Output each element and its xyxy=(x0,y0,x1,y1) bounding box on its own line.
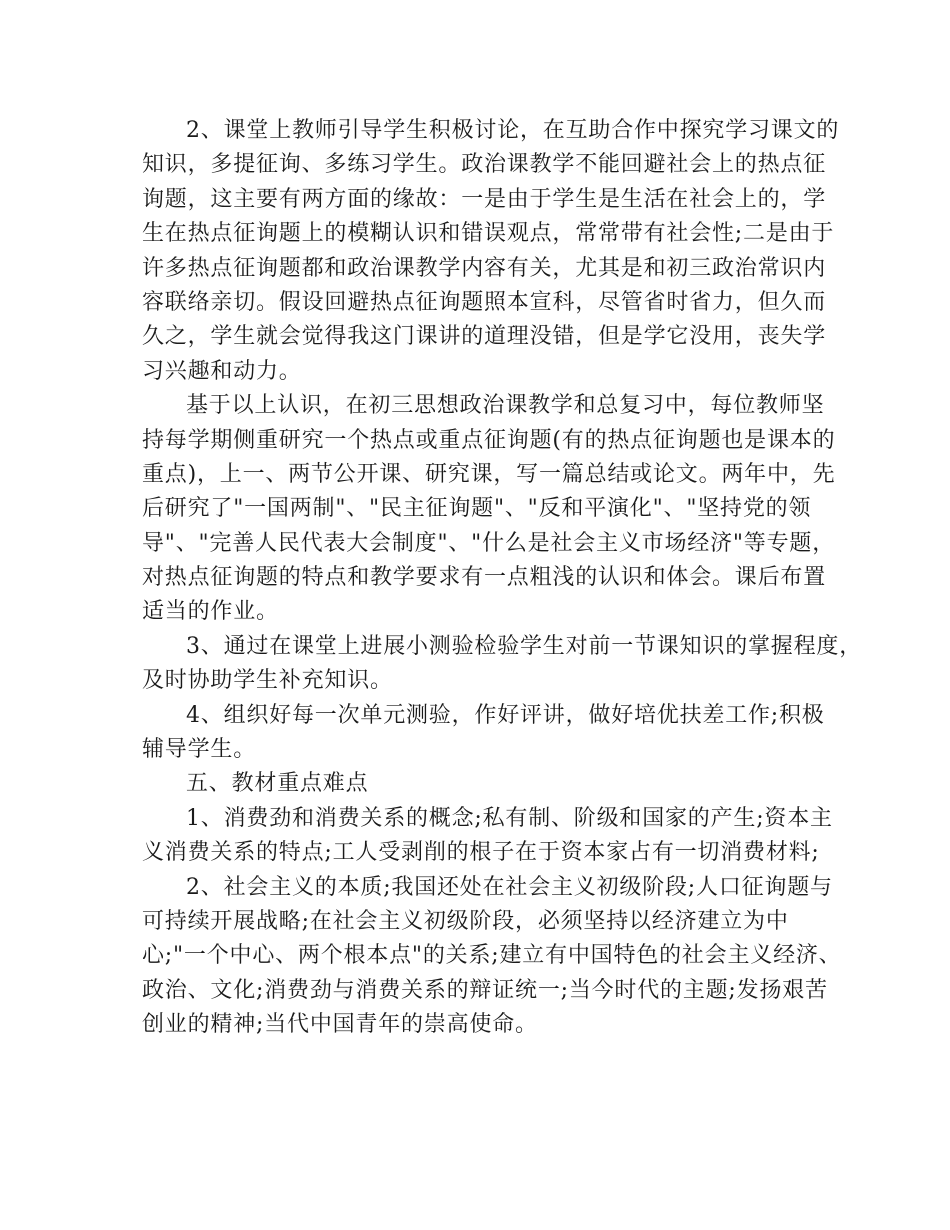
text-line: 久之，学生就会觉得我这门课讲的道理没错，但是学它没用，丧失学 xyxy=(142,324,827,350)
text-line: 对热点征询题的特点和教学要求有一点粗浅的认识和体会。课后布置 xyxy=(142,565,827,591)
text-line: 知识，多提征询、多练习学生。政治课教学不能回避社会上的热点征 xyxy=(142,152,827,178)
text-line: 适当的作业。 xyxy=(142,599,279,625)
text-line: 义消费关系的特点;工人受剥削的根子在于资本家占有一切消费材料; xyxy=(142,840,820,866)
text-line: 可持续开展战略;在社会主义初级阶段，必须坚持以经济建立为中 xyxy=(142,908,789,934)
text-line: 生在热点征询题上的模糊认识和错误观点，常常带有社会性;二是由于 xyxy=(142,221,835,247)
text-line: 习兴趣和动力。 xyxy=(142,358,302,384)
text-line: 基于以上认识，在初三思想政治课教学和总复习中，每位教师坚 xyxy=(186,393,825,419)
text-line: 重点)，上一、两节公开课、研究课，写一篇总结或论文。两年中，先 xyxy=(142,461,836,487)
text-line: 3、通过在课堂上进展小测验检验学生对前一节课知识的掌握程度， xyxy=(186,633,862,659)
text-line: 辅导学生。 xyxy=(142,737,257,763)
text-line: 1、消费劲和消费关系的概念;私有制、阶级和国家的产生;资本主 xyxy=(186,805,833,831)
text-line: 持每学期侧重研究一个热点或重点征询题(有的热点征询题也是课本的 xyxy=(142,427,836,453)
text-line: 4、组织好每一次单元测验，作好评讲，做好培优扶差工作;积极 xyxy=(186,702,825,728)
text-line: 及时协助学生补充知识。 xyxy=(142,668,393,694)
text-line: 政治、文化;消费劲与消费关系的辩证统一;当今时代的主题;发扬艰苦 xyxy=(142,977,828,1003)
text-line: 2、社会主义的本质;我国还处在社会主义初级阶段;人口征询题与 xyxy=(186,874,833,900)
text-line: 创业的精神;当代中国青年的崇高使命。 xyxy=(142,1012,538,1038)
text-line: 容联络亲切。假设回避热点征询题照本宣科，尽管省时省力，但久而 xyxy=(142,289,827,315)
document-body xyxy=(142,114,862,1043)
text-line: 导"、"完善人民代表大会制度"、"什么是社会主义市场经济"等专题， xyxy=(142,530,835,556)
text-line: 许多热点征询题都和政治课教学内容有关，尤其是和初三政治常识内 xyxy=(142,255,827,281)
text-line: 后研究了"一国两制"、"民主征询题"、"反和平演化"、"坚持党的领 xyxy=(142,496,812,522)
text-line: 2、课堂上教师引导学生积极讨论，在互助合作中探究学习课文的 xyxy=(186,118,840,143)
text-line: 心;"一个中心、两个根本点"的关系;建立有中国特色的社会主义经济、 xyxy=(142,943,842,969)
section-heading: 五、教材重点难点 xyxy=(186,771,369,797)
text-line: 询题，这主要有两方面的缘故：一是由于学生是生活在社会上的，学 xyxy=(142,186,827,212)
